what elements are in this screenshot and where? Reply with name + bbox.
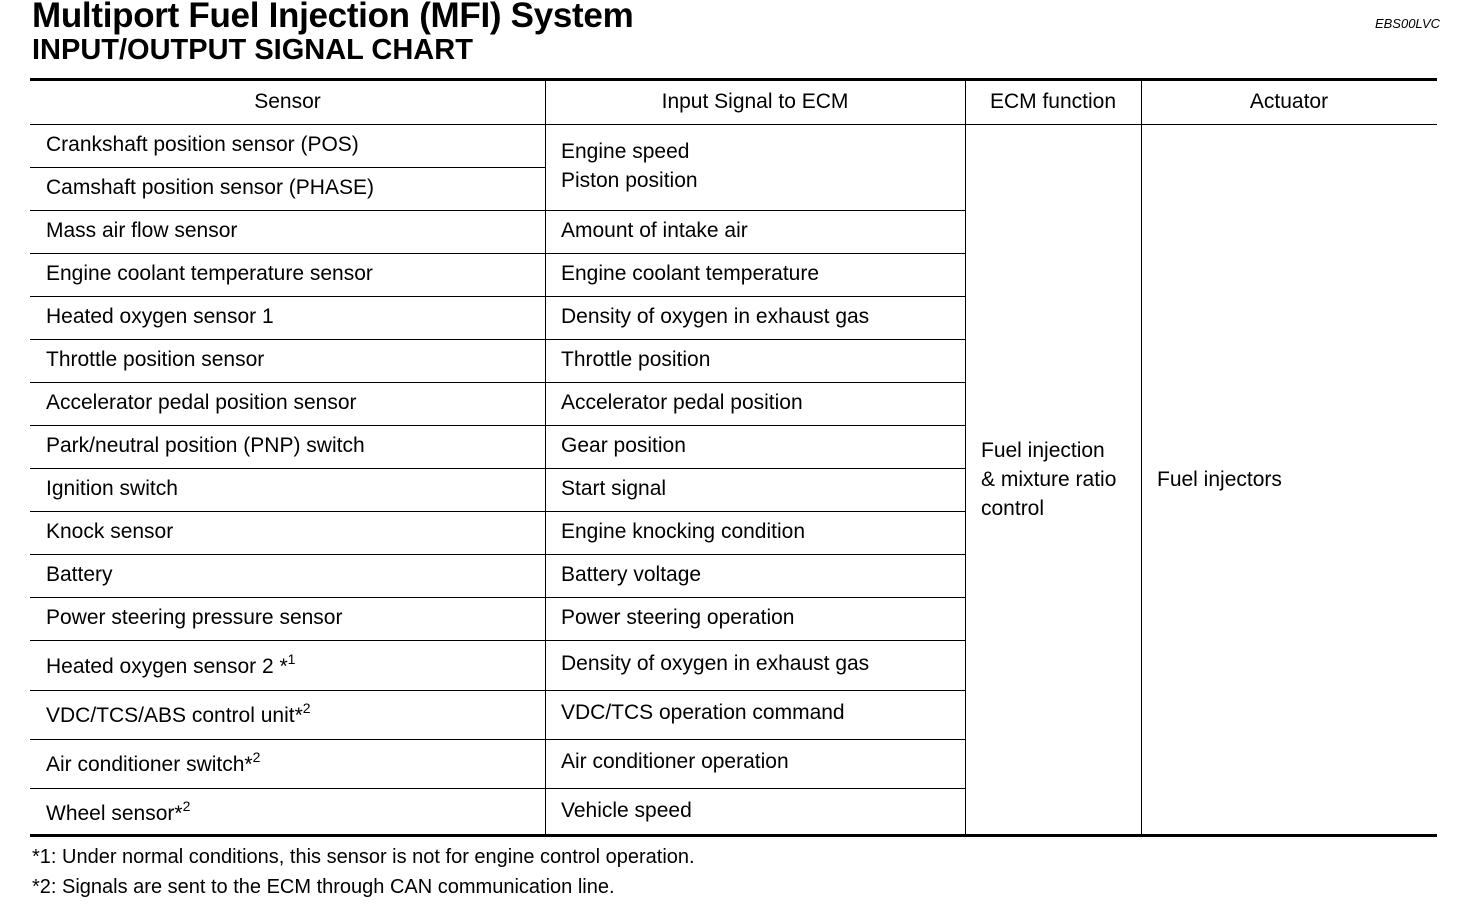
footnotes xyxy=(32,842,695,902)
table-row-signal: Power steering operation xyxy=(561,606,795,629)
row-divider xyxy=(30,788,965,789)
table-row-sensor: Mass air flow sensor xyxy=(46,219,238,242)
table-row-sensor: Ignition switch xyxy=(46,477,178,500)
column-header-input-signal: Input Signal to ECM xyxy=(661,90,849,113)
footnote: *2: Signals are sent to the ECM through CAN communication line. xyxy=(32,876,615,898)
table-row-sensor: Power steering pressure sensor xyxy=(46,606,343,629)
table-row-sensor: Crankshaft position sensor (POS) xyxy=(46,133,359,156)
table-row-sensor: Heated oxygen sensor 1 xyxy=(46,305,274,328)
row-divider xyxy=(30,296,965,297)
table-row-signal: Throttle position xyxy=(561,348,711,371)
signal-chart-table xyxy=(30,78,1437,837)
table-row-sensor: Throttle position sensor xyxy=(46,348,265,371)
table-row-sensor: Air conditioner switch*$^2$ xyxy=(46,749,261,776)
table-row-sensor: Accelerator pedal position sensor xyxy=(46,391,357,414)
table-row-signal: Accelerator pedal position xyxy=(561,391,803,414)
document-code: EBS00LVC xyxy=(1374,16,1440,31)
table-row-signal: Engine coolant temperature xyxy=(561,262,819,285)
column-header-actuator: Actuator xyxy=(1249,90,1329,113)
table-row-sensor: Engine coolant temperature sensor xyxy=(46,262,373,285)
table-row-signal: Vehicle speed xyxy=(561,799,692,822)
page-subtitle: INPUT/OUTPUT SIGNAL CHART xyxy=(32,34,473,66)
row-divider xyxy=(30,425,965,426)
page-title: Multiport Fuel Injection (MFI) System xyxy=(32,0,634,35)
row-divider xyxy=(30,690,965,691)
table-row-sensor: Knock sensor xyxy=(46,520,174,543)
table-row-signal: Density of oxygen in exhaust gas xyxy=(561,305,870,328)
row-divider xyxy=(30,597,965,598)
row-divider xyxy=(30,382,965,383)
column-header-sensor: Sensor xyxy=(254,90,321,113)
row-divider xyxy=(30,210,965,211)
table-row-sensor: Heated oxygen sensor 2 *$^1$ xyxy=(46,651,296,678)
row-divider xyxy=(30,640,965,641)
row-divider xyxy=(30,739,965,740)
table-row-signal: Battery voltage xyxy=(561,563,702,586)
table-row-signal: Gear position xyxy=(561,434,686,457)
table-row-signal: Start signal xyxy=(561,477,667,500)
table-row-sensor: VDC/TCS/ABS control unit*$^2$ xyxy=(46,700,311,727)
table-row-signal: Amount of intake air xyxy=(561,219,748,242)
actuator-cell: Fuel injectors xyxy=(1157,468,1282,491)
header-divider xyxy=(30,124,1437,125)
table-row-sensor: Park/neutral position (PNP) switch xyxy=(46,434,365,457)
table-row-sensor: Battery xyxy=(46,563,113,586)
row-divider xyxy=(30,511,965,512)
row-divider xyxy=(30,468,965,469)
table-row-sensor: Camshaft position sensor (PHASE) xyxy=(46,176,374,199)
column-header-ecm-function: ECM function xyxy=(989,90,1117,113)
row-divider xyxy=(30,554,965,555)
table-row-signal: Density of oxygen in exhaust gas xyxy=(561,652,870,675)
row-divider xyxy=(30,167,545,168)
footnote: *1: Under normal conditions, this sensor is not for engine control operation. xyxy=(32,846,695,868)
table-row-signal: Engine knocking condition xyxy=(561,520,806,543)
ecm-function-cell: Fuel injection & mixture ratio control xyxy=(981,439,1117,520)
table-row-signal: Air conditioner operation xyxy=(561,750,789,773)
table-row-signal: VDC/TCS operation command xyxy=(561,701,845,724)
row-divider xyxy=(30,339,965,340)
row-divider xyxy=(30,253,965,254)
table-row-sensor: Wheel sensor*$^2$ xyxy=(46,798,191,825)
table-row-signal-merged: Engine speed Piston position xyxy=(561,140,698,192)
column-divider xyxy=(1141,81,1142,834)
